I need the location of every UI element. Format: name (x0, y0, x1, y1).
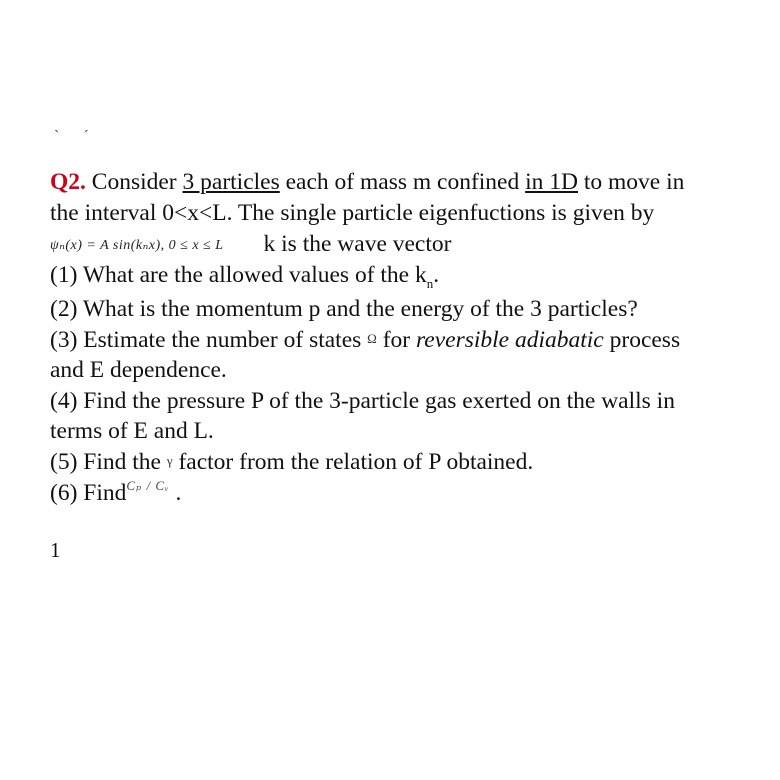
italic-reversible-adiabatic: reversible adiabatic (416, 327, 604, 353)
item-4-line-2: terms of E and L. (50, 418, 214, 444)
text-segment: factor from the relation of P obtained. (172, 449, 534, 475)
item-3-text: (3) Estimate the number of states (50, 327, 368, 353)
question-line-1 (50, 167, 684, 197)
question-line-3 (50, 229, 451, 263)
item-4-line-1: (4) Find the pressure P of the 3-particle gas exerted on the walls in (50, 388, 675, 414)
text-segment: each of mass m confined (279, 169, 526, 195)
item-1 (50, 260, 439, 293)
item-3-line-1 (50, 325, 680, 358)
item-3-line-2: and E dependence. (50, 357, 227, 383)
text-segment: to move in (578, 169, 685, 195)
wave-vector-note: k is the wave vector (263, 231, 452, 257)
item-5-text: (5) Find the (50, 449, 167, 475)
cp-cv-ratio: Cₚ / Cᵥ (126, 478, 170, 493)
question-line-2: the interval 0<x<L. The single particle eigenfuctions is given by (50, 200, 655, 226)
underlined-three-particles: 3 particles (182, 169, 280, 195)
question-label: Q2. (50, 169, 86, 195)
eigenfunction-formula: ψₙ(x) = A sin(kₙx), 0 ≤ x ≤ L (50, 238, 224, 253)
item-1-text: (1) What are the allowed values of the k (50, 262, 427, 288)
gamma-symbol: γ (166, 453, 173, 468)
page-number: 1 (50, 538, 61, 562)
omega-symbol: Ω (367, 331, 377, 346)
text-segment: Consider (85, 169, 183, 195)
item-2: (2) What is the momentum p and the energy of the 3 particles? (50, 296, 638, 322)
text-segment: . (433, 262, 440, 288)
decorative-mark: ` ´ (54, 128, 99, 145)
text-segment: for (376, 327, 416, 353)
subscript-n: n (426, 276, 434, 291)
item-6 (50, 478, 181, 511)
item-5 (50, 447, 533, 480)
item-6-text: (6) Find (50, 480, 127, 506)
text-segment: process (603, 327, 681, 353)
text-segment: . (169, 480, 182, 506)
underlined-in-1d: in 1D (525, 169, 578, 195)
